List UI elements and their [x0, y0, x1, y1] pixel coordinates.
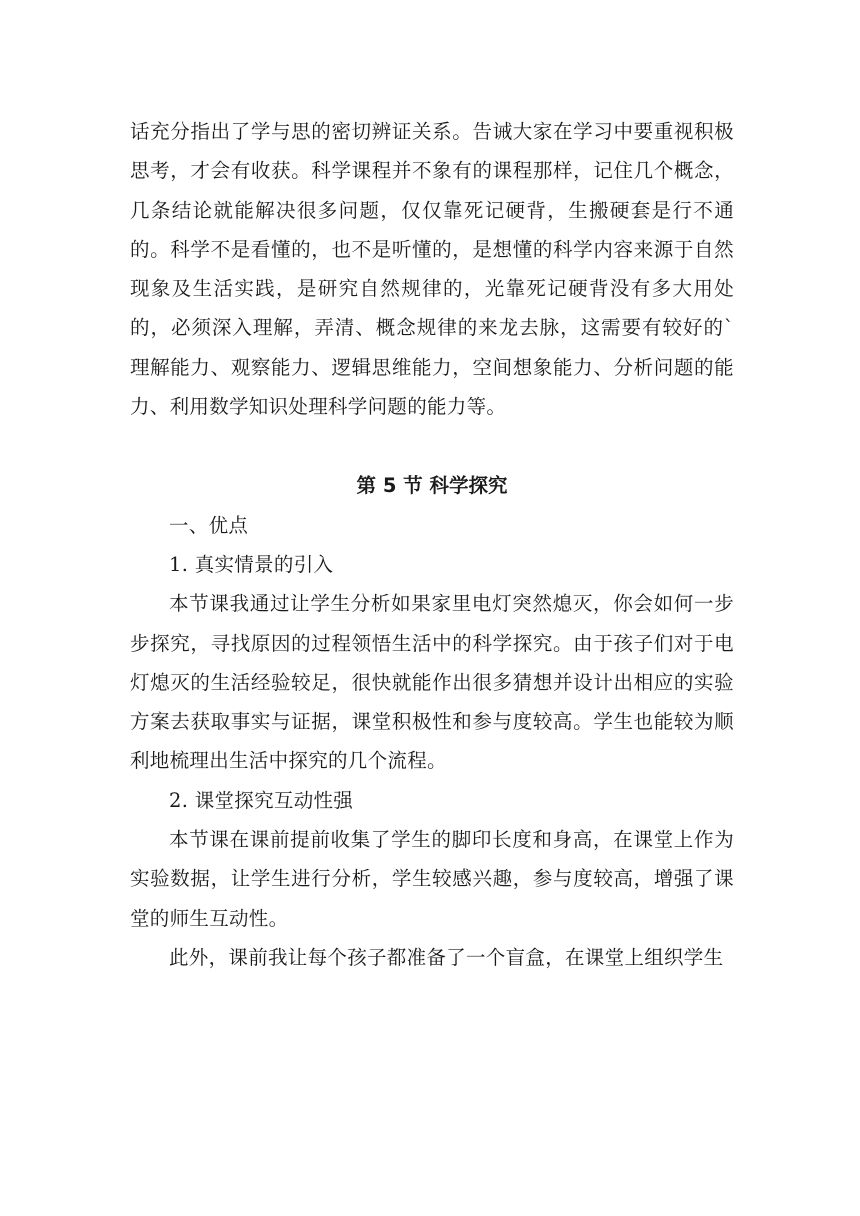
- section-title: 第 5 节 科学探究: [356, 474, 508, 498]
- subheading-interactive-inquiry: 2. 课堂探究互动性强: [169, 788, 354, 812]
- subheading-real-scenario: 1. 真实情景的引入: [169, 552, 334, 576]
- continued-paragraph: 话充分指出了学与思的密切辨证关系。告诫大家在学习中要重视积极思考，才会有收获。科学课程并不象有的课程那样，记住几个概念，几条结论就能解决很多问题，仅仅靠死记硬背，生搬硬套是行不通的。科学不是看懂的，也不是听懂的，是想懂的科学内容来源于自然现象及生活实践，是研究自然规律的，光靠死记硬背没有多大用处的，必须深入理解，弄清、概念规律的来龙去脉，这需要有较好的`理解能力、观察能力、逻辑思维能力，空间想象能力、分析问题的能力、利用数学知识处理科学问题的能力等。: [130, 120, 734, 419]
- paragraph-interactive-inquiry: 本节课在课前提前收集了学生的脚印长度和身高，在课堂上作为实验数据，让学生进行分析，学生较感兴趣，参与度较高，增强了课堂的师生互动性。: [130, 828, 734, 930]
- subheading-strengths: 一、优点: [169, 513, 249, 537]
- paragraph-blind-box: 此外，课前我让每个孩子都准备了一个盲盒，在课堂上组织学生: [169, 945, 724, 969]
- document-page: [130, 112, 734, 977]
- section-gap: [130, 426, 734, 466]
- paragraph-real-scenario: 本节课我通过让学生分析如果家里电灯突然熄灭，你会如何一步步探究，寻找原因的过程领悟生活中的科学探究。由于孩子们对于电灯熄灭的生活经验较足，很快就能作出很多猜想并设计出相应的实验方案去获取事实与证据，课堂积极性和参与度较高。学生也能较为顺利地梳理出生活中探究的几个流程。: [130, 592, 734, 773]
